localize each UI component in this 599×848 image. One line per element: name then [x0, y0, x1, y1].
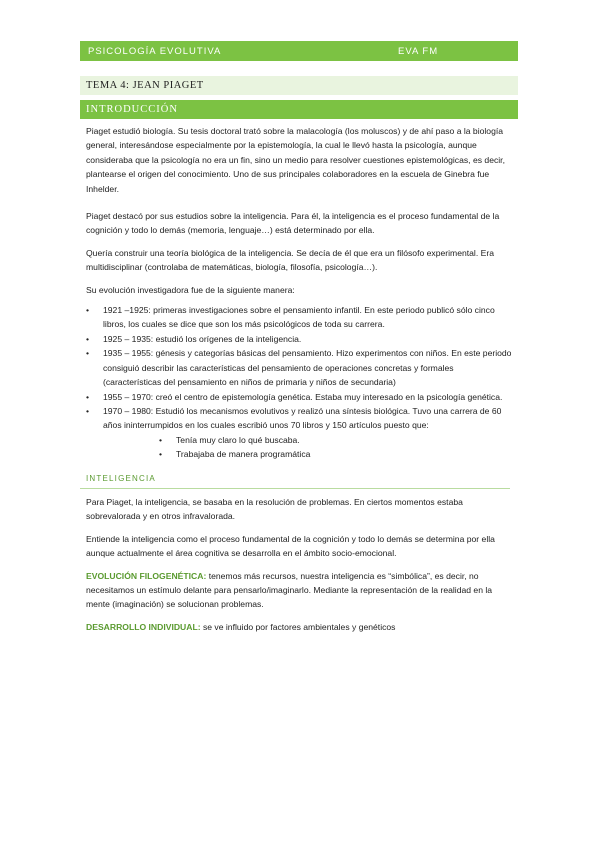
- filogenetica-label: EVOLUCIÓN FILOGENÉTICA:: [86, 570, 209, 581]
- bullet-icon: •: [159, 449, 163, 460]
- list-item: • 1955 – 1970: creó el centro de epistemología genética. Estaba muy interesado en la psicología genética.: [86, 390, 514, 404]
- list-item: • 1925 – 1935: estudió los orígenes de la inteligencia.: [86, 332, 514, 346]
- bullet-icon: •: [86, 405, 90, 416]
- individual-paragraph: DESARROLLO INDIVIDUAL: se ve influido por factores ambientales y genéticos: [86, 621, 396, 632]
- timeline-list: [86, 303, 514, 461]
- tema-title: TEMA 4: JEAN PIAGET: [86, 80, 204, 91]
- tema-title-bar: [80, 76, 518, 95]
- list-item: • 1970 – 1980: Estudió los mecanismos evolutivos y realizó una síntesis biológica. Tuvo una carrera de 60 años ininterrumpidos en los cuales escribió unos 70 libros y 150 artículos puesto que: • Tenía muy claro lo qué buscaba. • Trabajaba de manera programática: [86, 404, 514, 462]
- list-item: • Trabajaba de manera programática: [103, 447, 514, 461]
- list-item: • 1921 –1925: primeras investigaciones sobre el pensamiento infantil. En este periodo publicó sólo cinco libros, los cuales se dice que son los más psicológicos de toda su carrera.: [86, 305, 495, 330]
- list-item: • Tenía muy claro lo qué buscaba.: [103, 433, 514, 447]
- bullet-icon: •: [86, 391, 90, 402]
- intro-heading: INTRODUCCIÓN: [86, 104, 178, 115]
- document-body: [86, 124, 514, 634]
- document-header: [80, 41, 518, 61]
- intro-paragraph-1: Piaget estudió biología. Su tesis doctoral trató sobre la malacología (los moluscos) y de ahí paso a la biología general, interesándose especialmente por la epistemología, la cual le llevó hasta la psicología, aunque consideraba que la psicología no era un fin, sino un medio para resolver cuestiones epistemológicas, es decir, plantearse el origen del conocimiento. Uno de sus principales colaboradores en la escuela de Ginebra fue Inhelder.: [86, 126, 505, 194]
- inteligencia-heading: INTELIGENCIA: [86, 473, 156, 483]
- bullet-icon: •: [86, 305, 90, 316]
- list-item: • 1935 – 1955: génesis y categorías básicas del pensamiento. Hizo experimentos con niños. En este periodo consiguió describir las características del pensamiento de operaciones concretas y formales (características del pensamiento en niños de primaria y niños de secundaria): [86, 348, 512, 388]
- bullet-icon: •: [86, 348, 90, 359]
- subject-title: PSICOLOGÍA EVOLUTIVA: [88, 46, 222, 57]
- individual-label: DESARROLLO INDIVIDUAL:: [86, 621, 203, 632]
- inteligencia-paragraph-2: Entiende la inteligencia como el proceso fundamental de la cognición y todo lo demás se determina por ella aunque actualmente el área cognitiva se desarrolla en el ámbito socio-emocional.: [86, 533, 495, 559]
- inteligencia-paragraph-1: Para Piaget, la inteligencia, se basaba en la resolución de problemas. En ciertos momentos estaba sobrevalorada y en otros infravalorada.: [86, 496, 463, 522]
- intro-paragraph-3: Quería construir una teoría biológica de la inteligencia. Se decía de él que era un filósofo experimental. Era multidisciplinar (controlaba de matemáticas, biología, filosofía, psicología…).: [86, 247, 494, 273]
- intro-paragraph-2: Piaget destacó por sus estudios sobre la inteligencia. Para él, la inteligencia es el proceso fundamental de la cognición y todo lo demás (memoria, lenguaje…) está determinado por ella.: [86, 211, 500, 236]
- bullet-icon: •: [159, 434, 163, 445]
- bullet-icon: •: [86, 333, 90, 344]
- author-name: EVA FM: [398, 46, 439, 57]
- timeline-sublist: [103, 433, 514, 462]
- filogenetica-paragraph: EVOLUCIÓN FILOGENÉTICA: tenemos más recursos, nuestra inteligencia es “simbólica”, es decir, no necesitamos un estímulo delante para pensarlo/imaginarlo. Mediante la representación de la realidad en la mente (imaginación) se solucionan problemas.: [86, 570, 493, 610]
- intro-heading-bar: [80, 100, 518, 119]
- intro-paragraph-4: Su evolución investigadora fue de la siguiente manera:: [86, 284, 295, 295]
